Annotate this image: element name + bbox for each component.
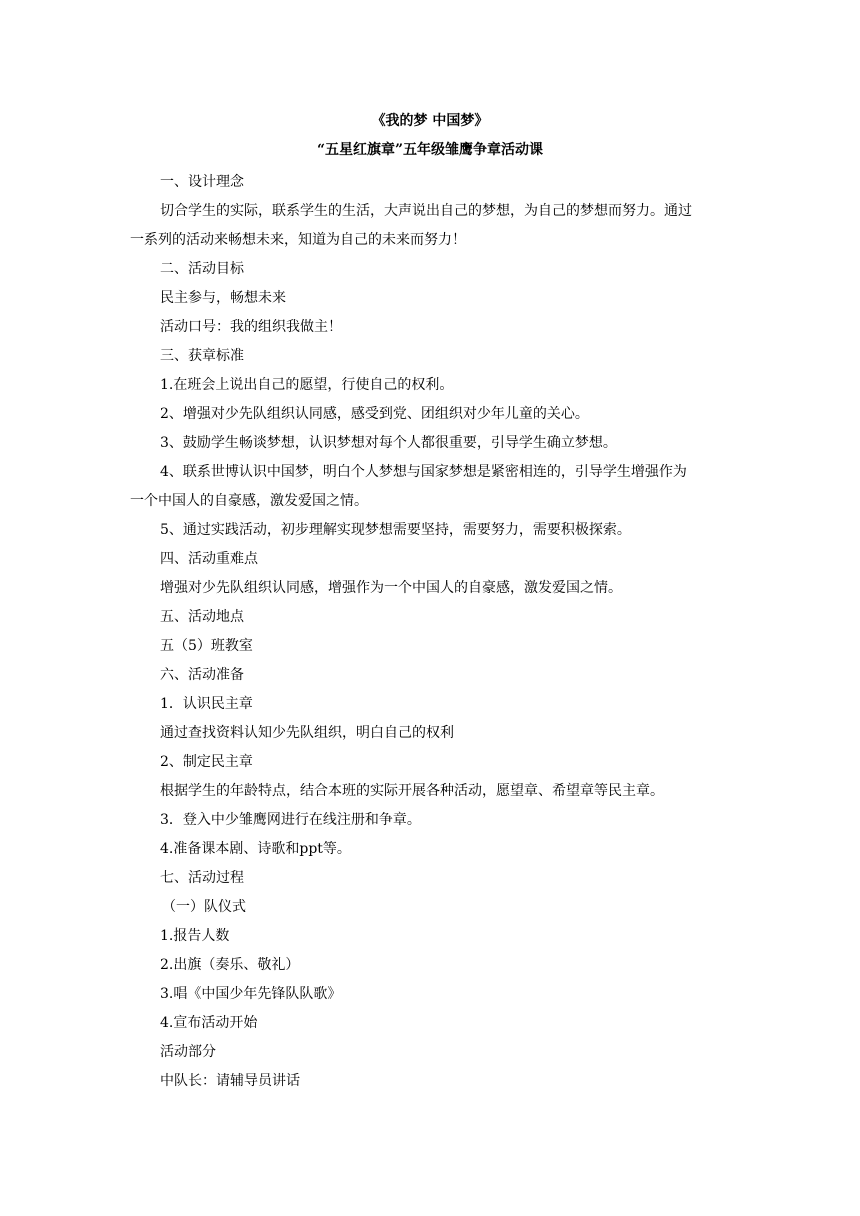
list-item: 5、通过实践活动，初步理解实现梦想需要坚持，需要努力，需要积极探索。 <box>160 522 631 538</box>
list-item: 4.准备课本剧、诗歌和ppt等。 <box>160 841 351 857</box>
list-item: 1.报告人数 <box>160 928 230 944</box>
list-item: 3．登入中少雏鹰网进行在线注册和争章。 <box>160 812 421 828</box>
section-heading: 三、获章标准 <box>160 348 244 364</box>
paragraph-line: 根据学生的年龄特点，结合本班的实际开展各种活动，愿望章、希望章等民主章。 <box>160 783 664 799</box>
subsection-heading: （一）队仪式 <box>162 899 246 915</box>
list-item: 2、制定民主章 <box>160 754 253 770</box>
list-item: 2、增强对少先队组织认同感，感受到党、团组织对少年儿童的关心。 <box>160 406 589 422</box>
list-item: 2.出旗（奏乐、敬礼） <box>160 957 300 973</box>
section-heading: 四、活动重难点 <box>160 551 258 567</box>
document-subtitle: “五星红旗章”五年级雏鹰争章活动课 <box>316 142 544 158</box>
paragraph-line: 民主参与，畅想未来 <box>160 290 286 306</box>
paragraph-line: 切合学生的实际，联系学生的生活，大声说出自己的梦想，为自己的梦想而努力。通过 <box>160 203 692 219</box>
section-heading: 五、活动地点 <box>160 609 244 625</box>
section-heading: 一、设计理念 <box>160 174 244 190</box>
section-heading: 七、活动过程 <box>160 870 244 886</box>
document-title: 《我的梦 中国梦》 <box>371 113 489 129</box>
list-item: 4、联系世博认识中国梦，明白个人梦想与国家梦想是紧密相连的，引导学生增强作为 <box>160 464 687 480</box>
document-body <box>130 168 730 1096</box>
paragraph-line: 活动部分 <box>160 1044 216 1060</box>
list-item: 1.在班会上说出自己的愿望，行使自己的权利。 <box>160 377 454 393</box>
paragraph-line: 增强对少先队组织认同感，增强作为一个中国人的自豪感，激发爱国之情。 <box>160 580 622 596</box>
list-item: 4.宣布活动开始 <box>160 1015 258 1031</box>
section-heading: 二、活动目标 <box>160 261 244 277</box>
paragraph-line: 活动口号：我的组织我做主！ <box>160 319 342 335</box>
list-item: 3、鼓励学生畅谈梦想，认识梦想对每个人都很重要，引导学生确立梦想。 <box>160 435 617 451</box>
paragraph-line: 一个中国人的自豪感，激发爱国之情。 <box>130 493 368 509</box>
paragraph-line: 一系列的活动来畅想未来，知道为自己的未来而努力！ <box>130 232 466 248</box>
list-item: 1．认识民主章 <box>160 696 253 712</box>
list-item: 3.唱《中国少年先锋队队歌》 <box>160 986 342 1002</box>
section-heading: 六、活动准备 <box>160 667 244 683</box>
paragraph-line: 通过查找资料认知少先队组织，明白自己的权利 <box>160 725 454 741</box>
paragraph-line: 中队长：请辅导员讲话 <box>160 1073 300 1089</box>
paragraph-line: 五（5）班教室 <box>160 638 253 654</box>
